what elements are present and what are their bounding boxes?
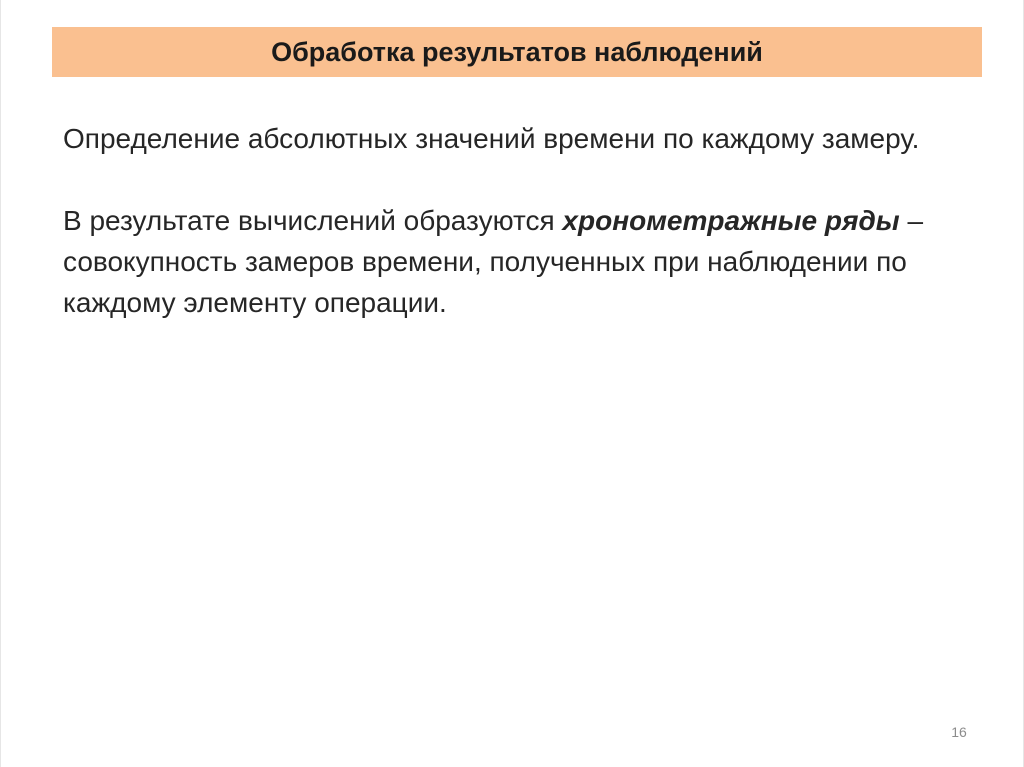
title-bar xyxy=(52,27,982,77)
paragraph-definition: Определение абсолютных значений времени по каждому замеру. xyxy=(63,123,920,154)
page-number: 16 xyxy=(951,724,967,740)
paragraph-result xyxy=(63,200,943,323)
slide-content xyxy=(63,118,943,323)
slide-title: Обработка результатов наблюдений xyxy=(271,36,763,67)
paragraph-result-intro: В результате вычислений образуются xyxy=(63,205,563,236)
paragraph-result-rest: – совокупность замеров времени, полученных при наблюдении по каждому элементу операции. xyxy=(63,205,924,318)
key-term: хронометражные ряды xyxy=(562,205,900,236)
